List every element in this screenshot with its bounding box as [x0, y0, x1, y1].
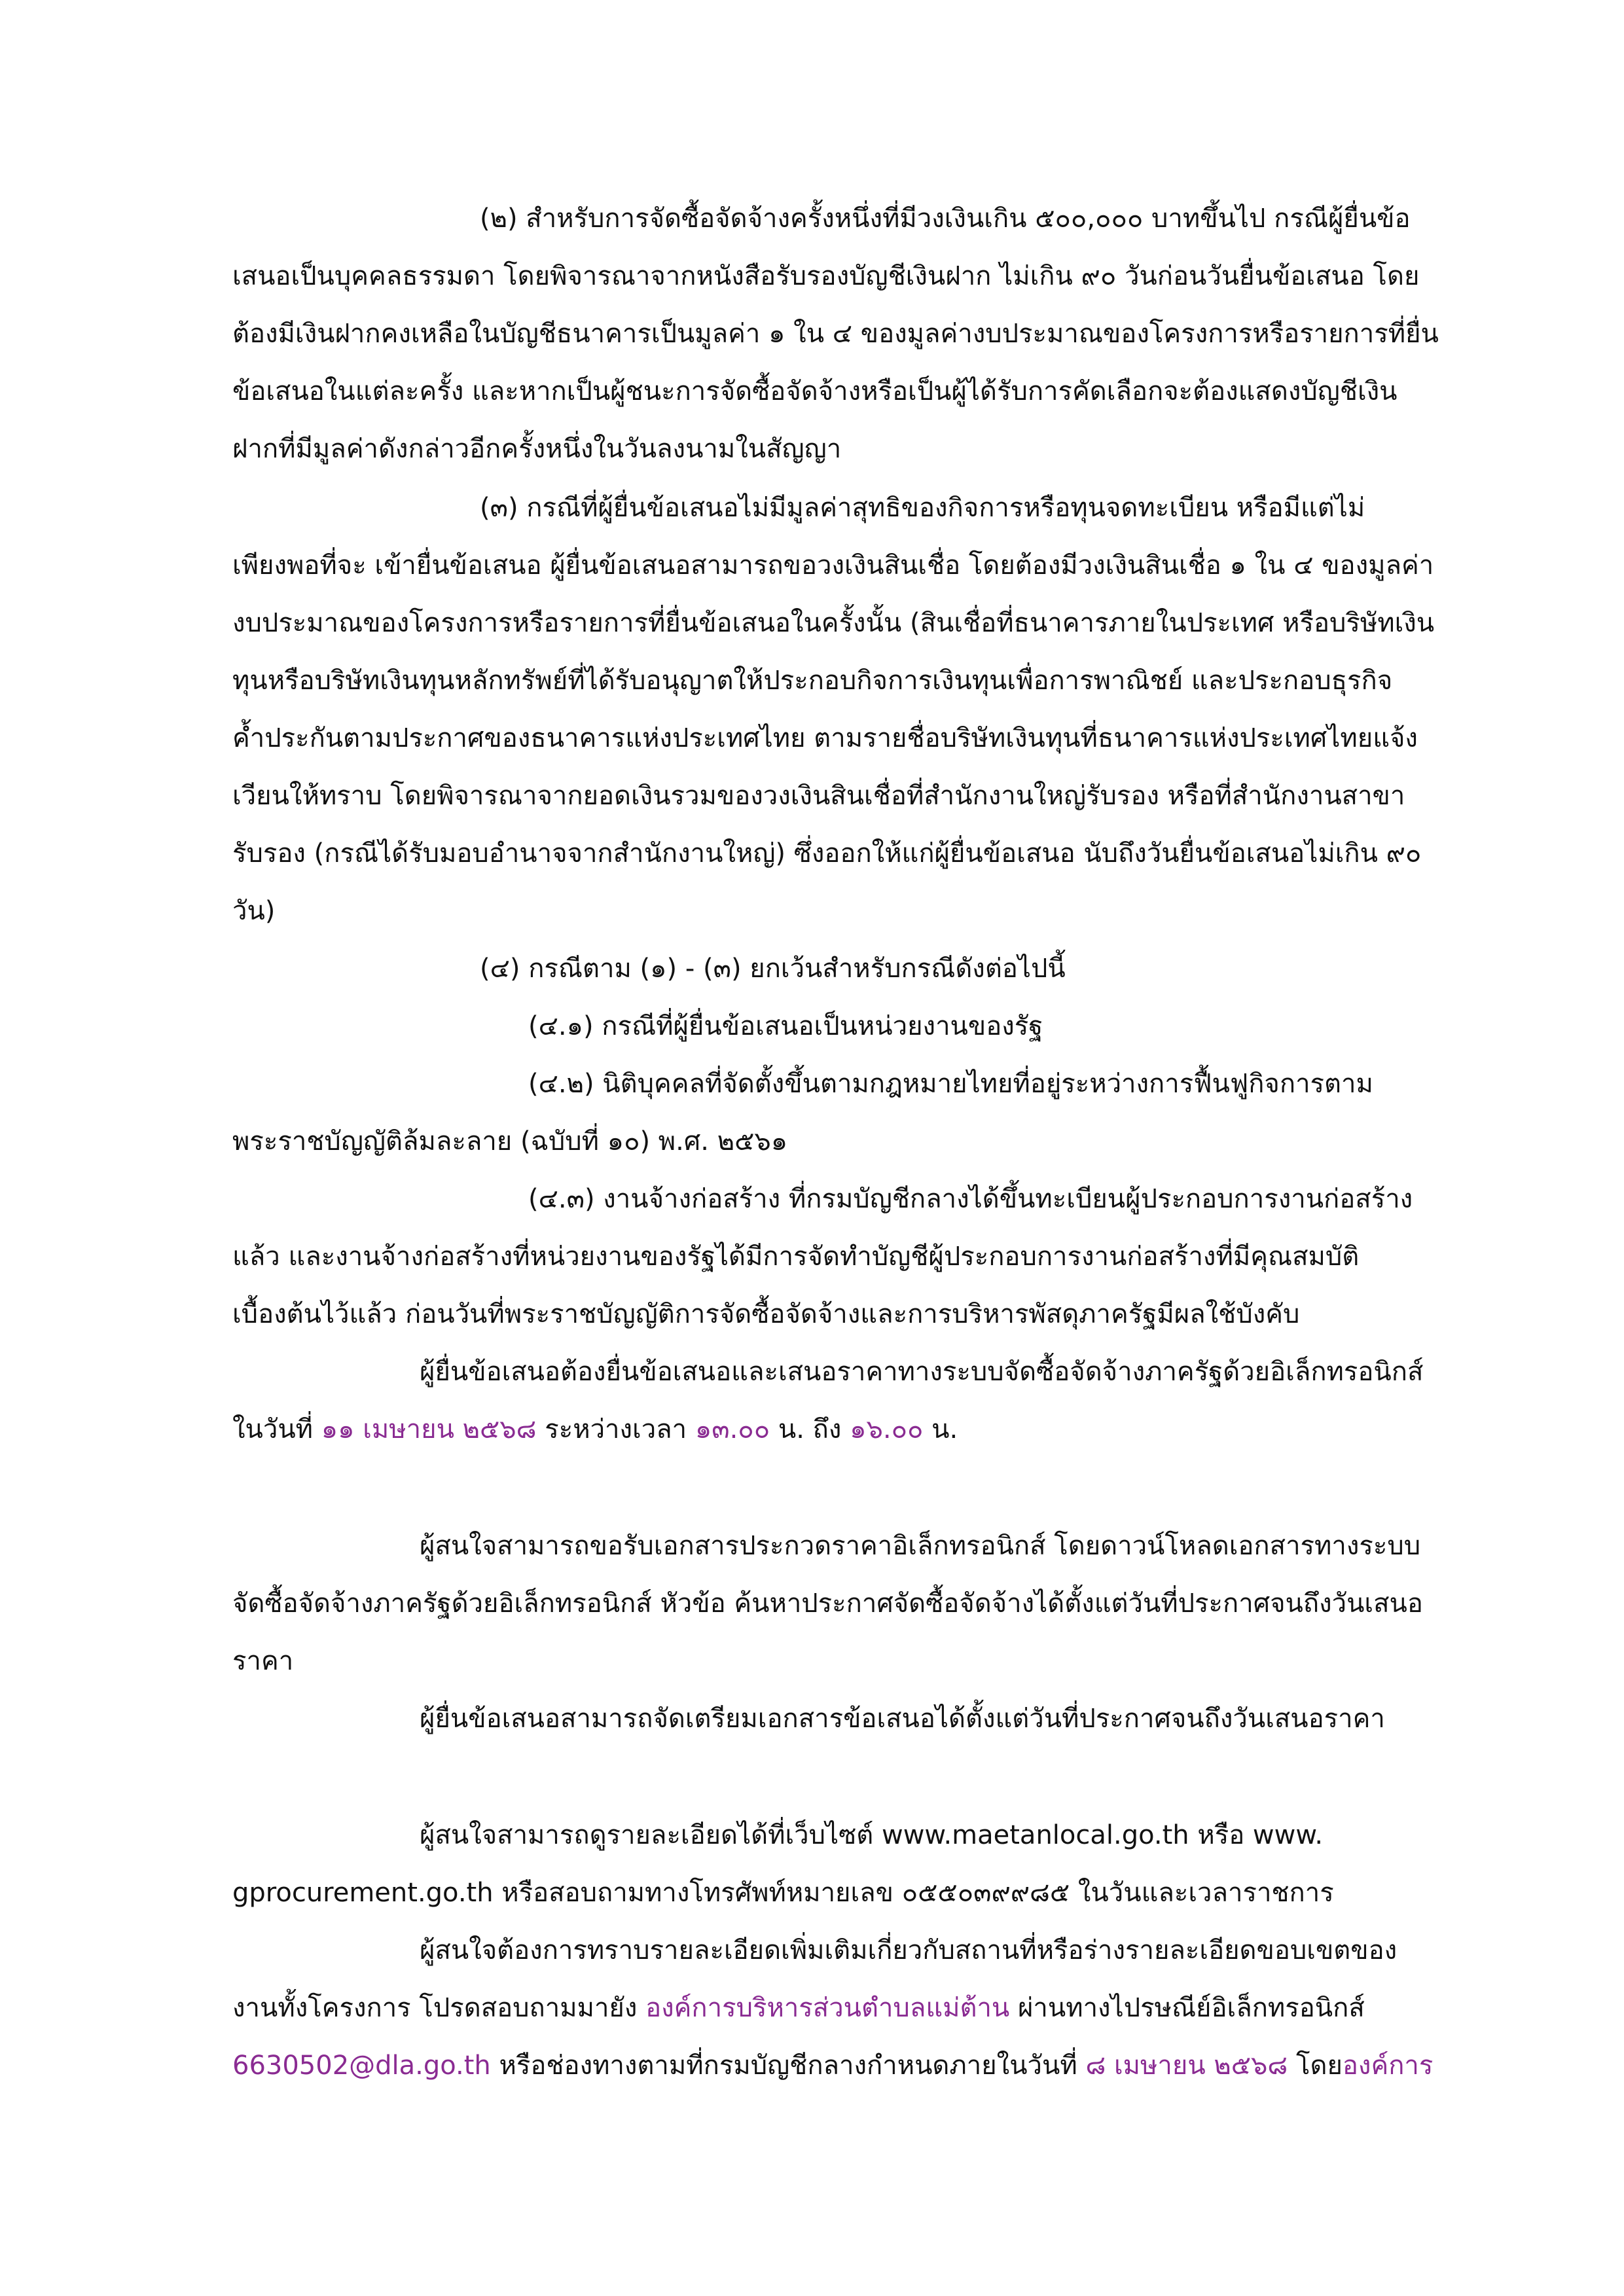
para4-sub3-line-3: เบื้องต้นไว้แล้ว ก่อนวันที่พระราชบัญญัติการจัดซื้อจัดจ้างและการบริหารพัสดุภาครัฐมีผลใช้บังคับ: [232, 1299, 1300, 1329]
submission-between: ระหว่างเวลา: [545, 1414, 687, 1444]
submission-line-2: [232, 1412, 958, 1446]
submission-date: ๑๑ เมษายน ๒๕๖๘: [321, 1414, 537, 1444]
download-line-2: จัดซื้อจัดจ้างภาครัฐด้วยอิเล็กทรอนิกส์ หัวข้อ ค้นหาประกาศจัดซื้อจัดจ้างได้ตั้งแต่วันที่ประกาศจนถึงวันเสนอ: [232, 1588, 1423, 1619]
contact-line-2: gprocurement.go.th หรือสอบถามทางโทรศัพท์หมายเลข ๐๕๕๐๓๙๙๘๕ ในวันและเวลาราชการ: [232, 1878, 1334, 1908]
contact-suffix: ผ่านทางไปรษณีย์อิเล็กทรอนิกส์: [1017, 1993, 1365, 2023]
para2-line-5: ฝากที่มีมูลค่าดังกล่าวอีกครั้งหนึ่งในวันลงนามในสัญญา: [232, 434, 842, 464]
para2-line-2: เสนอเป็นบุคคลธรรมดา โดยพิจารณาจากหนังสือรับรองบัญชีเงินฝาก ไม่เกิน ๙๐ วันก่อนวันยื่นข้อเสนอ โดย: [232, 261, 1420, 291]
para4-sub2-line-1: (๔.๒) นิติบุคคลที่จัดตั้งขึ้นตามกฎหมายไทยที่อยู่ระหว่างการฟื้นฟูกิจการตาม: [528, 1069, 1373, 1099]
submission-unit-2: น.: [931, 1414, 958, 1444]
deadline-date: ๘ เมษายน ๒๕๖๘: [1085, 2051, 1288, 2081]
download-line-4: ผู้ยื่นข้อเสนอสามารถจัดเตรียมเอกสารข้อเสนอได้ตั้งแต่วันที่ประกาศจนถึงวันเสนอราคา: [420, 1704, 1385, 1734]
contact-line-5: [232, 2049, 1433, 2083]
submission-prefix: ในวันที่: [232, 1414, 314, 1444]
para4-sub1: (๔.๑) กรณีที่ผู้ยื่นข้อเสนอเป็นหน่วยงานของรัฐ: [528, 1011, 1043, 1041]
para3-line-2: เพียงพอที่จะ เข้ายื่นข้อเสนอ ผู้ยื่นข้อเสนอสามารถขอวงเงินสินเชื่อ โดยต้องมีวงเงินสินเชื่อ ๑ ใน ๔ ของมูลค่า: [232, 550, 1434, 581]
contact-by: โดย: [1295, 2051, 1343, 2081]
document-page: [232, 0, 1463, 2296]
contact-mid: หรือช่องทางตามที่กรมบัญชีกลางกำหนดภายในวันที่: [499, 2051, 1077, 2081]
para2-line-4: ข้อเสนอในแต่ละครั้ง และหากเป็นผู้ชนะการจัดซื้อจัดจ้างหรือเป็นผู้ได้รับการคัดเลือกจะต้องแสดงบัญชีเงิน: [232, 376, 1398, 406]
contact-line-3: ผู้สนใจต้องการทราบรายละเอียดเพิ่มเติมเกี่ยวกับสถานที่หรือร่างรายละเอียดขอบเขตของ: [420, 1935, 1398, 1965]
submission-unit-1: น. ถึง: [778, 1414, 842, 1444]
download-line-3: ราคา: [232, 1646, 294, 1676]
submission-time-start: ๑๓.๐๐: [695, 1414, 770, 1444]
organization-continued: องค์การ: [1342, 2051, 1434, 2081]
para3-line-4: ทุนหรือบริษัทเงินทุนหลักทรัพย์ที่ได้รับอนุญาตให้ประกอบกิจการเงินทุนเพื่อการพาณิชย์ และประกอบธุรกิจ: [232, 666, 1393, 696]
download-line-1: ผู้สนใจสามารถขอรับเอกสารประกวดราคาอิเล็กทรอนิกส์ โดยดาวน์โหลดเอกสารทางระบบ: [420, 1531, 1421, 1561]
contact-line-4: [232, 1991, 1365, 2025]
para3-line-5: ค้ำประกันตามประกาศของธนาคารแห่งประเทศไทย ตามรายชื่อบริษัทเงินทุนที่ธนาคารแห่งประเทศไทยแจ้ง: [232, 723, 1418, 753]
para4-sub3-line-2: แล้ว และงานจ้างก่อสร้างที่หน่วยงานของรัฐได้มีการจัดทำบัญชีผู้ประกอบการงานก่อสร้างที่มีคุณสมบัติ: [232, 1242, 1360, 1272]
submission-time-end: ๑๖.๐๐: [850, 1414, 924, 1444]
para3-line-8: วัน): [232, 896, 276, 926]
para3-line-6: เวียนให้ทราบ โดยพิจารณาจากยอดเงินรวมของวงเงินสินเชื่อที่สำนักงานใหญ่รับรอง หรือที่สำนักงานสาขา: [232, 781, 1405, 811]
para4-sub2-line-2: พระราชบัญญัติล้มละลาย (ฉบับที่ ๑๐) พ.ศ. ๒๕๖๑: [232, 1126, 788, 1157]
para4-sub3-line-1: (๔.๓) งานจ้างก่อสร้าง ที่กรมบัญชีกลางได้ขึ้นทะเบียนผู้ประกอบการงานก่อสร้าง: [528, 1184, 1413, 1214]
contact-prefix: งานทั้งโครงการ โปรดสอบถามมายัง: [232, 1993, 638, 2023]
organization-name: องค์การบริหารส่วนตำบลแม่ต้าน: [645, 1993, 1010, 2023]
para2-line-1: (๒) สำหรับการจัดซื้อจัดจ้างครั้งหนึ่งที่มีวงเงินเกิน ๕๐๐,๐๐๐ บาทขึ้นไป กรณีผู้ยื่นข้อ: [480, 204, 1411, 234]
para4-line-1: (๔) กรณีตาม (๑) - (๓) ยกเว้นสำหรับกรณีดังต่อไปนี้: [480, 954, 1066, 984]
email-link[interactable]: 6630502@dla.go.th: [232, 2051, 491, 2081]
para2-line-3: ต้องมีเงินฝากคงเหลือในบัญชีธนาคารเป็นมูลค่า ๑ ใน ๔ ของมูลค่างบประมาณของโครงการหรือรายการที่ยื่น: [232, 319, 1439, 349]
para3-line-3: งบประมาณของโครงการหรือรายการที่ยื่นข้อเสนอในครั้งนั้น (สินเชื่อที่ธนาคารภายในประเทศ หรือบริษัทเงิน: [232, 608, 1435, 638]
submission-line-1: ผู้ยื่นข้อเสนอต้องยื่นข้อเสนอและเสนอราคาทางระบบจัดซื้อจัดจ้างภาครัฐด้วยอิเล็กทรอนิกส์: [420, 1357, 1424, 1387]
contact-line-1: ผู้สนใจสามารถดูรายละเอียดได้ที่เว็บไซต์ www.maetanlocal.go.th หรือ www.: [420, 1820, 1324, 1850]
para3-line-1: (๓) กรณีที่ผู้ยื่นข้อเสนอไม่มีมูลค่าสุทธิของกิจการหรือทุนจดทะเบียน หรือมีแต่ไม่: [480, 493, 1365, 523]
para3-line-7: รับรอง (กรณีได้รับมอบอำนาจจากสำนักงานใหญ่) ซึ่งออกให้แก่ผู้ยื่นข้อเสนอ นับถึงวันยื่นข้อเสนอไม่เกิน ๙๐: [232, 838, 1422, 869]
